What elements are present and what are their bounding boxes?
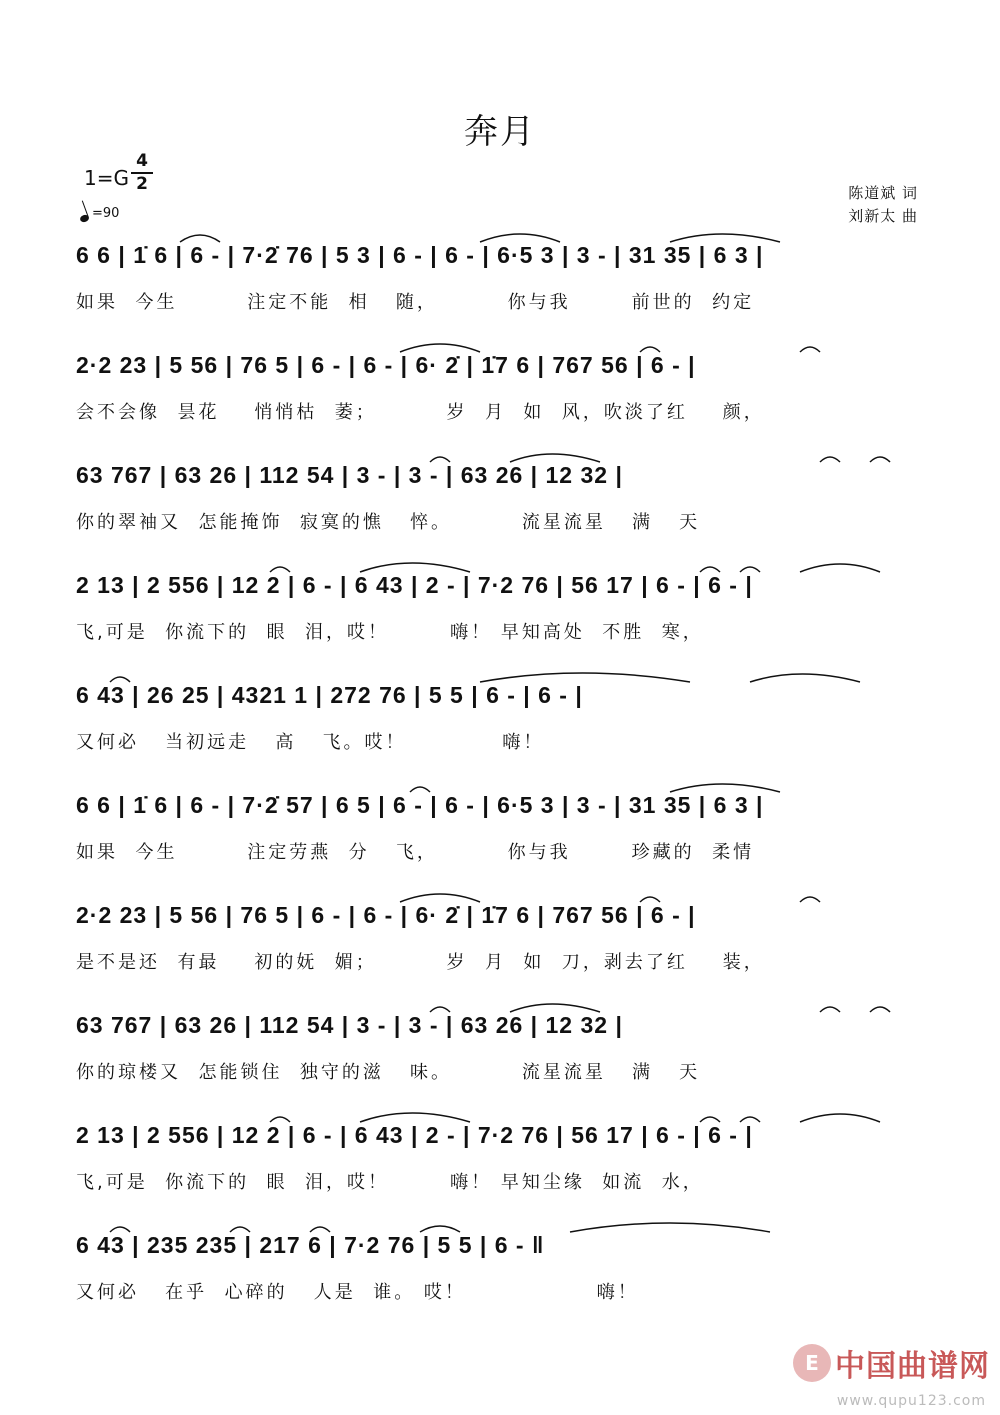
notation-line: 2 13 | 2 556 | 12 2 | 6 - | 6 43 | 2 - | 7·2 76 | 56 17 | 6 - | 6 - | xyxy=(76,1122,753,1148)
score-row-3 xyxy=(0,462,1000,572)
site-brand: 中国曲谱网 xyxy=(835,1349,990,1384)
score-row-2 xyxy=(0,352,1000,462)
notation-line: 2·2 23 | 5 56 | 76 5 | 6 - | 6 - | 6· 2̇ | 1̇7 6 | 767 56 | 6 - | xyxy=(76,902,696,928)
score-row-4 xyxy=(0,572,1000,682)
composer-credit: 刘新太 曲 xyxy=(848,207,918,225)
lyrics-line: 飞,可是 你流下的 眼 泪，哎！ 嗨！ 早知尘缘 如流 水， xyxy=(76,1172,704,1193)
lyrics-line: 会不会像 昙花 悄悄枯 萎； 岁 月 如 风，吹淡了红 颜， xyxy=(76,402,765,423)
quarter-note-icon xyxy=(79,214,90,224)
score-row-10 xyxy=(0,1232,1000,1342)
meter-top: 4 xyxy=(136,151,148,171)
notation-line: 6 43 | 235 235 | 217 6 | 7·2 76 | 5 5 | 6 - ‖ xyxy=(76,1232,545,1258)
lyrics-line: 又何必 在乎 心碎的 人是 谁。 哎！ 嗨！ xyxy=(76,1282,639,1303)
song-title: 奔月 xyxy=(464,112,536,152)
tempo-marking xyxy=(80,205,119,222)
notation-line: 2·2 23 | 5 56 | 76 5 | 6 - | 6 - | 6· 2̇ | 1̇7 6 | 767 56 | 6 - | xyxy=(76,352,696,378)
lyrics-line: 你的翠袖又 怎能掩饰 寂寞的憔 悴。 流星流星 满 天 xyxy=(76,512,701,533)
score-row-5 xyxy=(0,682,1000,792)
notation-line: 6 43 | 26 25 | 4321 1 | 272 76 | 5 5 | 6 - | 6 - | xyxy=(76,682,583,708)
score-row-8 xyxy=(0,1012,1000,1122)
score-row-6 xyxy=(0,792,1000,902)
score-row-1 xyxy=(0,242,1000,352)
notation-line: 2 13 | 2 556 | 12 2 | 6 - | 6 43 | 2 - | 7·2 76 | 56 17 | 6 - | 6 - | xyxy=(76,572,753,598)
lyrics-line: 是不是还 有最 初的妩 媚； 岁 月 如 刀，剥去了红 装， xyxy=(76,952,765,973)
notation-line: 63 767 | 63 26 | 112 54 | 3 - | 3 - | 63 26 | 12 32 | xyxy=(76,1012,623,1038)
key-signature: 1=G xyxy=(84,166,129,190)
credits xyxy=(848,182,918,228)
notation-line: 63 767 | 63 26 | 112 54 | 3 - | 3 - | 63 26 | 12 32 | xyxy=(76,462,623,488)
notation-line: 6 6 | 1̇ 6 | 6 - | 7·2̇ 57 | 6 5 | 6 - | 6 - | 6·5 3 | 3 - | 31 35 | 6 3 | xyxy=(76,792,764,818)
time-signature xyxy=(131,153,153,193)
lyricist-credit: 陈道斌 词 xyxy=(848,184,918,202)
lyrics-line: 又何必 当初远走 高 飞。哎！ 嗨！ xyxy=(76,732,545,753)
lyrics-line: 如果 今生 注定不能 相 随， 你与我 前世的 约定 xyxy=(76,292,755,313)
lyrics-line: 你的琼楼又 怎能锁住 独守的滋 味。 流星流星 满 天 xyxy=(76,1062,701,1083)
site-watermark xyxy=(793,1341,990,1385)
score-row-7 xyxy=(0,902,1000,1012)
lyrics-line: 如果 今生 注定劳燕 分 飞， 你与我 珍藏的 柔情 xyxy=(76,842,755,863)
notation-line: 6 6 | 1̇ 6 | 6 - | 7·2̇ 76 | 5 3 | 6 - | 6 - | 6·5 3 | 3 - | 31 35 | 6 3 | xyxy=(76,242,764,268)
site-url: www.qupu123.com xyxy=(836,1393,986,1409)
score-row-9 xyxy=(0,1122,1000,1232)
site-logo-icon: E xyxy=(793,1344,831,1382)
tempo-value: =90 xyxy=(92,206,120,221)
lyrics-line: 飞,可是 你流下的 眼 泪，哎！ 嗨！ 早知高处 不胜 寒， xyxy=(76,622,704,643)
meter-bottom: 2 xyxy=(136,174,148,194)
